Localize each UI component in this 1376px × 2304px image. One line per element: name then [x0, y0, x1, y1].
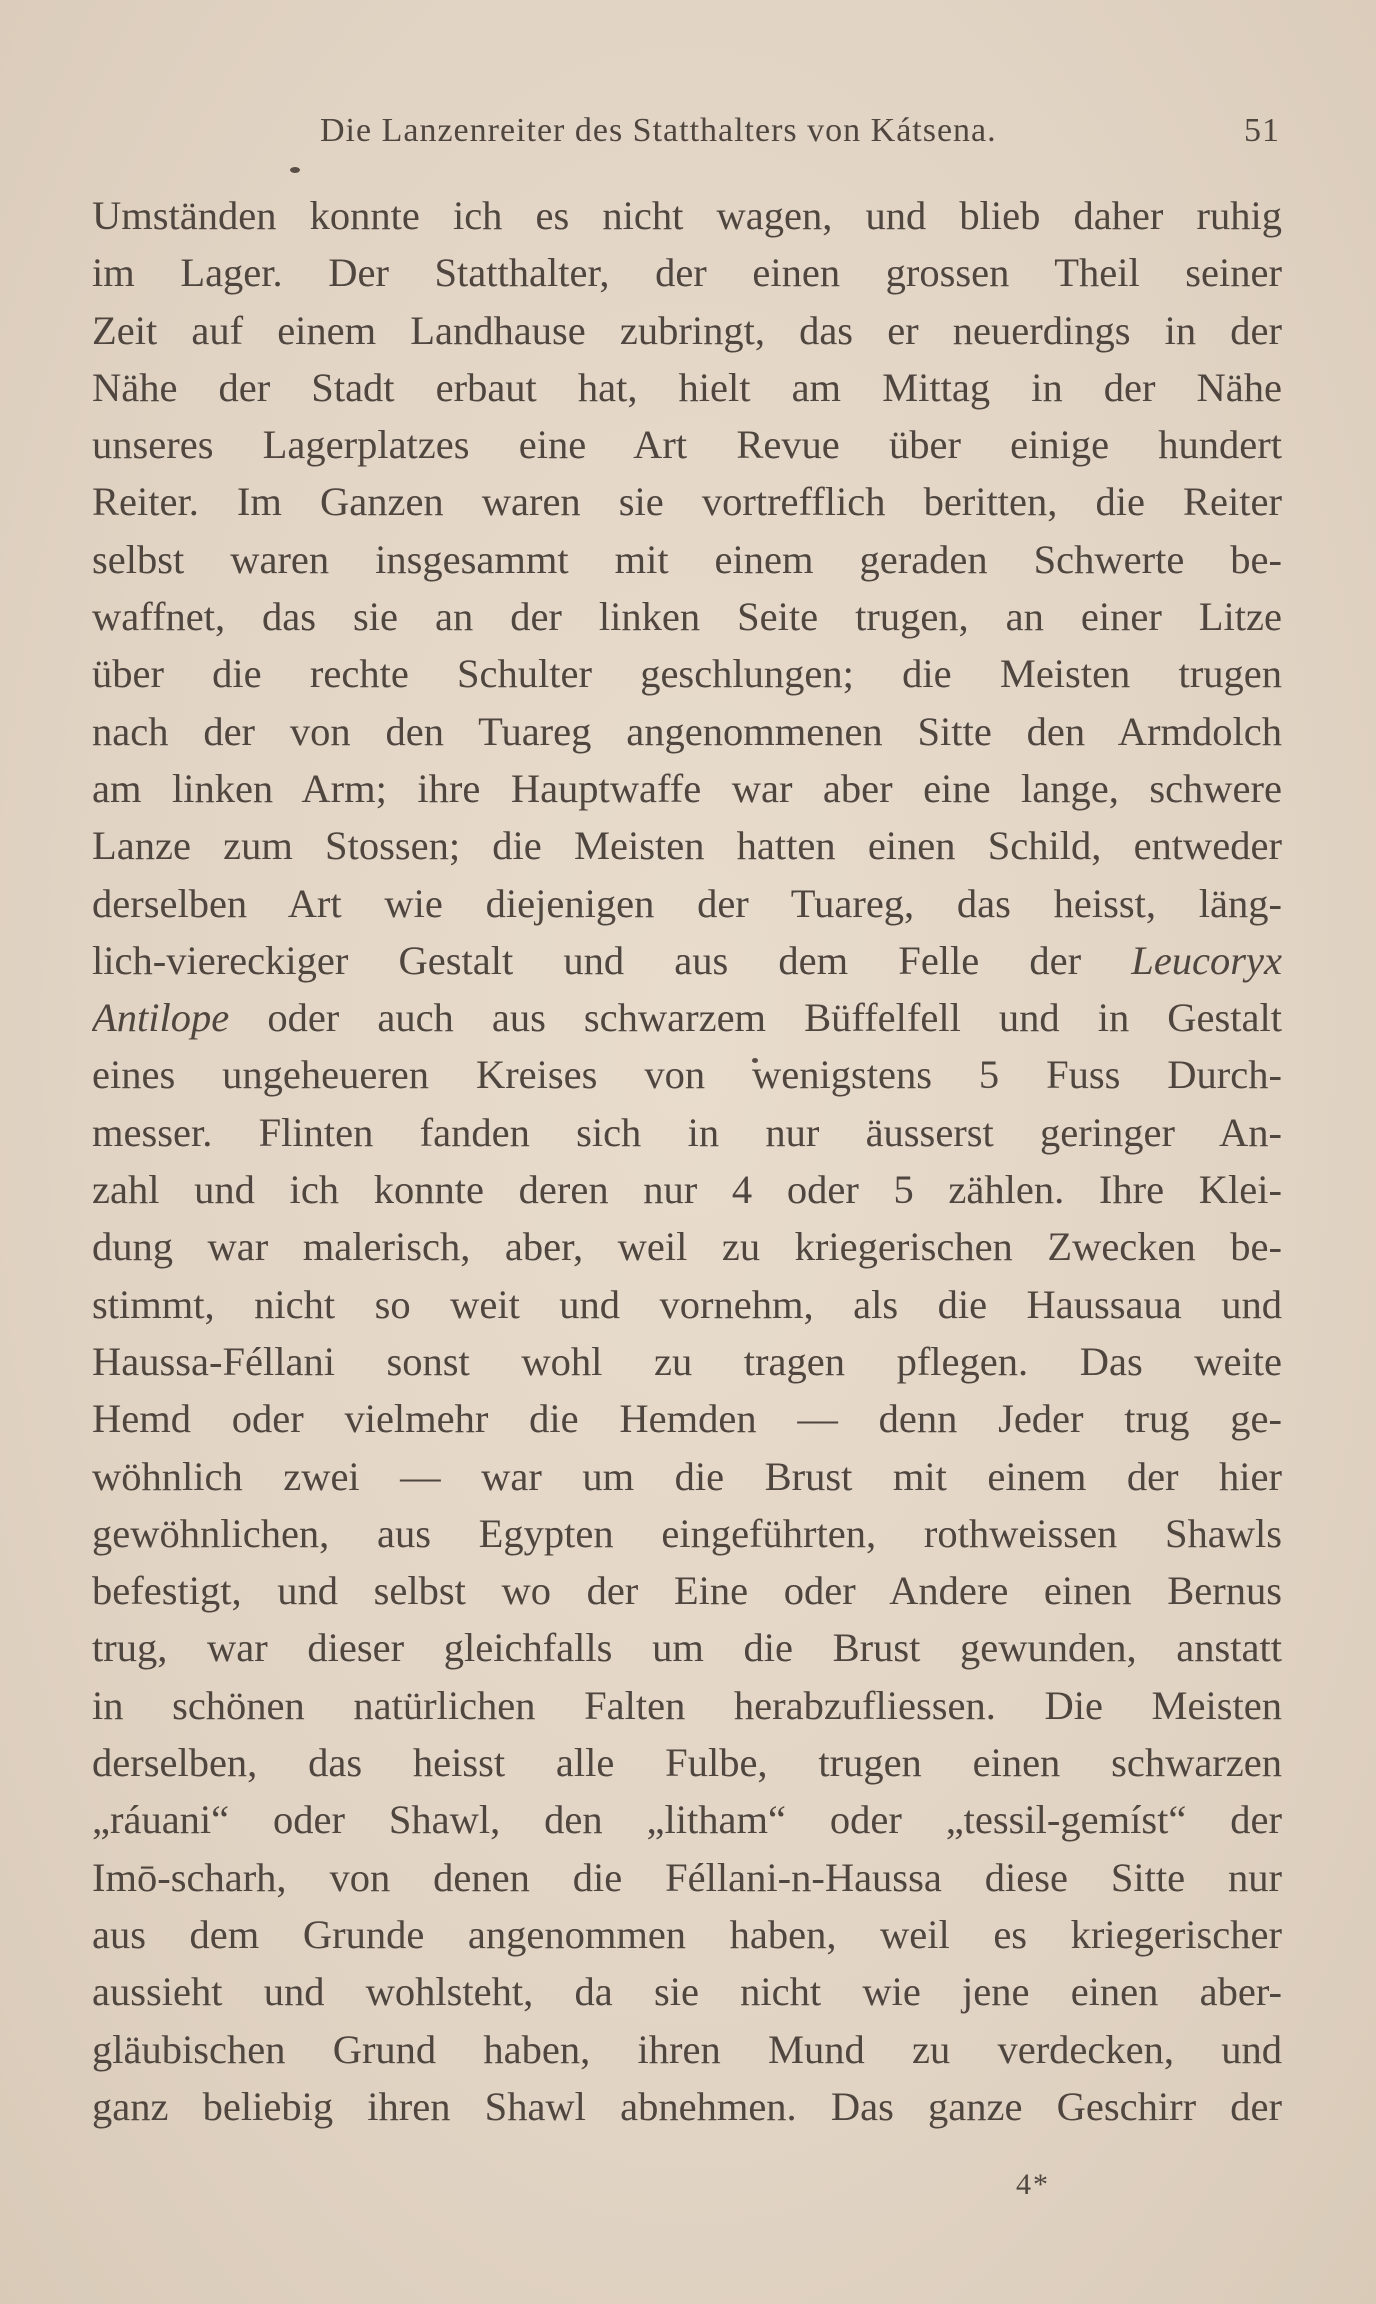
text-line: aussieht und wohlsteht, da sie nicht wie jene einen aber-: [92, 1969, 1282, 2015]
text-line: derselben Art wie diejenigen der Tuareg, das heisst, läng-: [92, 880, 1282, 926]
text-line: eines ungeheueren Kreises von wenigstens 5 Fuss Durch-: [92, 1052, 1282, 1098]
running-head: [320, 112, 1280, 162]
text-segment: oder auch aus schwarzem Büffelfell und in Gestalt: [267, 995, 1282, 1041]
text-line: Hemd oder vielmehr die Hemden — denn Jeder trug ge-: [92, 1396, 1282, 1442]
text-line: Umständen konnte ich es nicht wagen, und blieb daher ruhig: [92, 193, 1282, 238]
text-line: waffnet, das sie an der linken Seite trugen, an einer Litze: [92, 594, 1282, 640]
text-line: befestigt, und selbst wo der Eine oder Andere einen Bernus: [92, 1568, 1282, 1614]
text-line: trug, war dieser gleichfalls um die Brust gewunden, anstatt: [92, 1625, 1282, 1671]
text-segment: lich-viereckiger Gestalt und aus dem Felle der: [92, 937, 1082, 983]
running-title: Die Lanzenreiter des Statthalters von Kátsena.: [320, 112, 997, 149]
signature-mark: 4*: [1016, 2168, 1050, 2201]
text-line: „ráuani“ oder Shawl, den „litham“ oder „tessil-gemíst“ der: [92, 1797, 1282, 1843]
text-line: Nähe der Stadt erbaut hat, hielt am Mittag in der Nähe: [92, 364, 1282, 410]
text-line: am linken Arm; ihre Hauptwaffe war aber eine lange, schwere: [92, 765, 1282, 811]
italic-term: Leucoryx: [1131, 937, 1282, 983]
text-line: unseres Lagerplatzes eine Art Revue über einige hundert: [92, 422, 1282, 468]
text-line: Lanze zum Stossen; die Meisten hatten einen Schild, entweder: [92, 823, 1282, 869]
text-line: messer. Flinten fanden sich in nur äusserst geringer An-: [92, 1109, 1282, 1155]
text-line: aus dem Grunde angenommen haben, weil es kriegerischer: [92, 1911, 1282, 1957]
text-line: Zeit auf einem Landhause zubringt, das er neuerdings in der: [92, 307, 1282, 353]
text-line: Imō-scharh, von denen die Féllani-n-Haussa diese Sitte nur: [92, 1854, 1282, 1900]
text-line: in schönen natürlichen Falten herabzufliessen. Die Meisten: [92, 1682, 1282, 1728]
text-line: zahl und ich konnte deren nur 4 oder 5 zählen. Ihre Klei-: [92, 1167, 1282, 1213]
text-line: dung war malerisch, aber, weil zu kriegerischen Zwecken be-: [92, 1224, 1282, 1270]
text-line-with-italic: [92, 932, 1282, 989]
text-line: derselben, das heisst alle Fulbe, trugen einen schwarzen: [92, 1740, 1282, 1786]
text-line: über die rechte Schulter geschlungen; die Meisten trugen: [92, 651, 1282, 697]
ink-speck: [290, 167, 300, 173]
text-line: nach der von den Tuareg angenommenen Sitte den Armdolch: [92, 708, 1282, 754]
italic-term: Antilope: [92, 995, 230, 1041]
text-line: wöhnlich zwei — war um die Brust mit einem der hier: [92, 1453, 1282, 1499]
text-line: Reiter. Im Ganzen waren sie vortrefflich beritten, die Reiter: [92, 479, 1282, 525]
page-number: 51: [1244, 112, 1280, 149]
text-line: gläubischen Grund haben, ihren Mund zu verdecken, und: [92, 2026, 1282, 2072]
text-line: selbst waren insgesammt mit einem geraden Schwerte be-: [92, 536, 1282, 582]
text-line: im Lager. Der Statthalter, der einen grossen Theil seiner: [92, 250, 1282, 296]
text-line: stimmt, nicht so weit und vornehm, als die Haussaua und: [92, 1281, 1282, 1327]
text-line-with-italic: [92, 989, 1282, 1046]
text-line: ganz beliebig ihren Shawl abnehmen. Das ganze Geschirr der: [92, 2083, 1282, 2129]
body-text: [92, 187, 1282, 2135]
text-line: Haussa-Féllani sonst wohl zu tragen pflegen. Das weite: [92, 1338, 1282, 1384]
text-line: gewöhnlichen, aus Egypten eingeführten, rothweissen Shawls: [92, 1510, 1282, 1556]
